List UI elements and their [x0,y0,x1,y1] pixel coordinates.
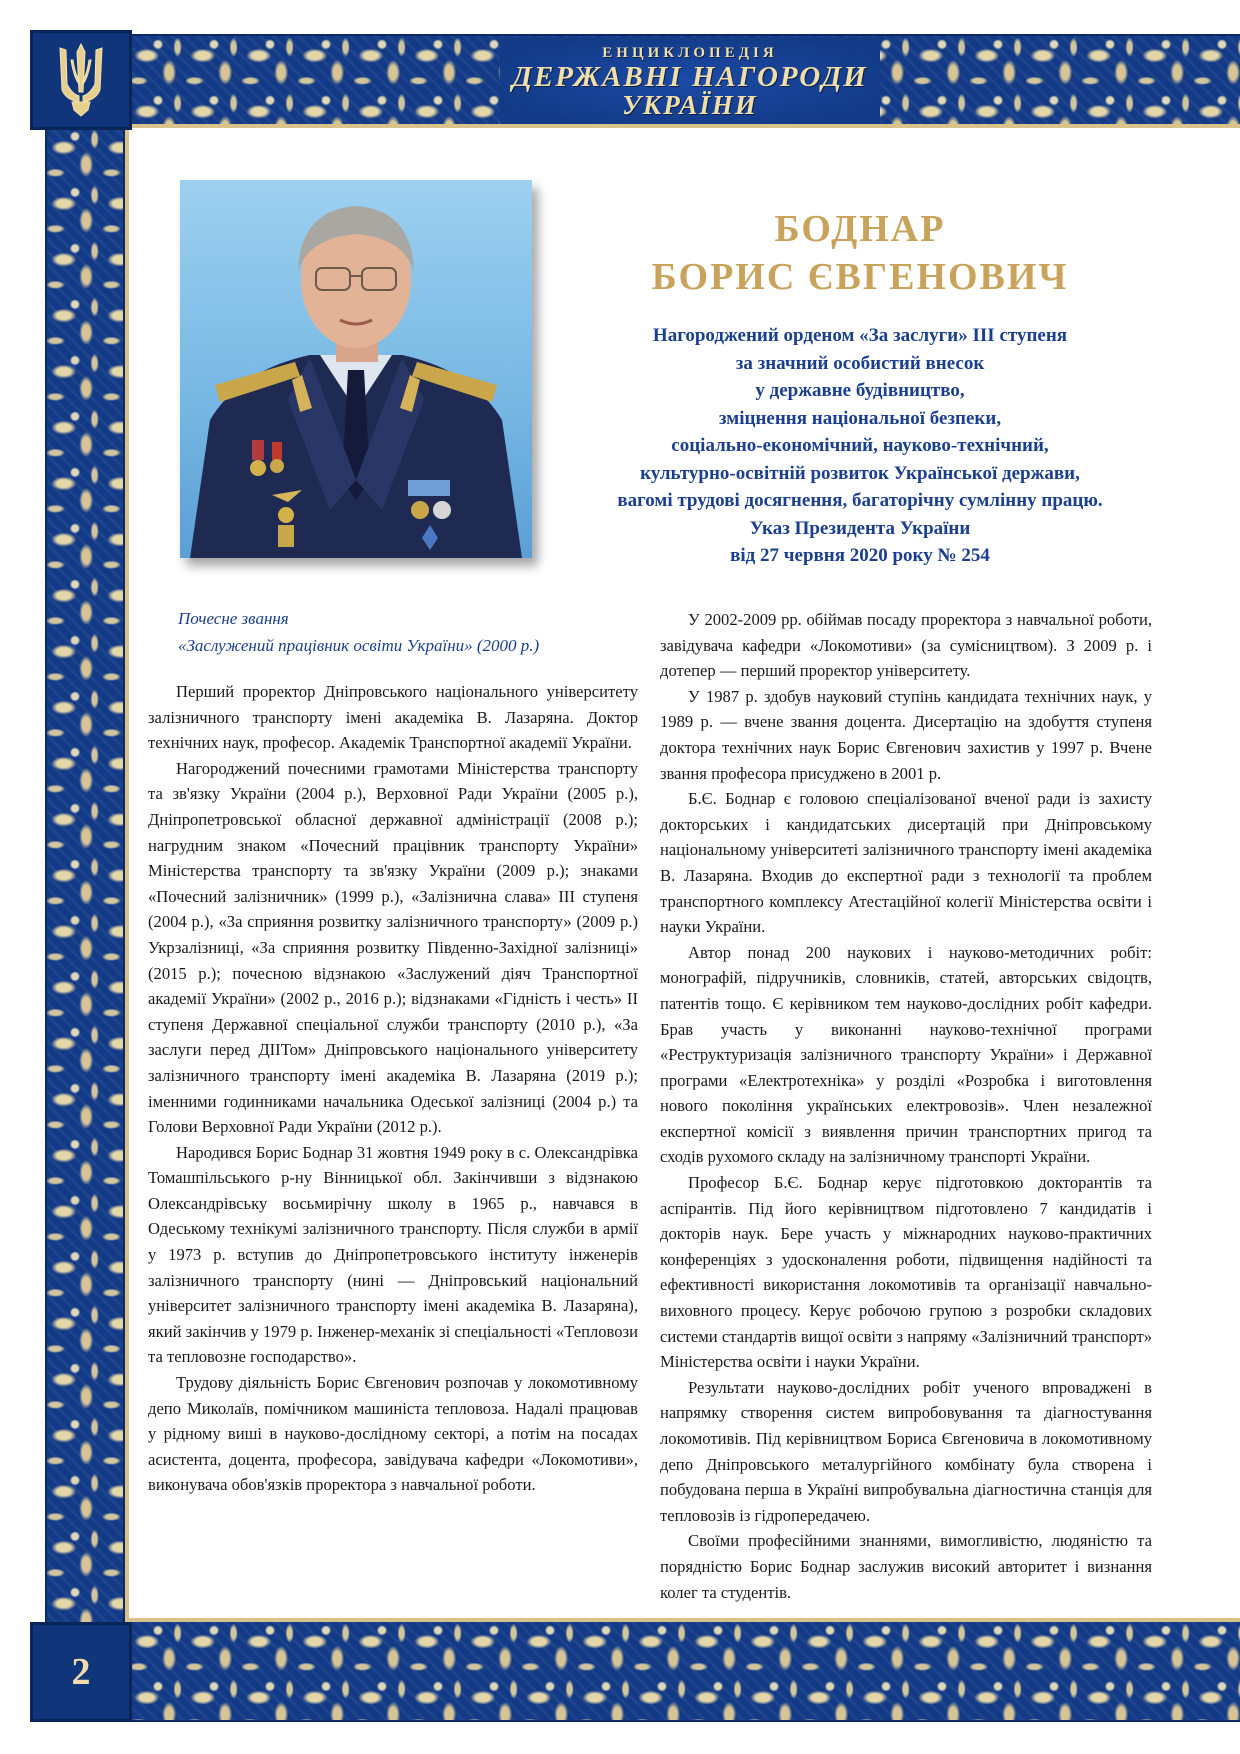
coat-of-arms-corner [30,30,132,130]
paragraph: Нагороджений почесними грамотами Міністерства транспорту та зв'язку України (2004 р.), Верховної Ради України (2005 р.), Дніпропетровської обласної державної адміністрації (2008 р.); нагрудним знаком «Почесний працівник транспорту України» Міністерства транспорту та зв'язку України (2009 р.); знаками «Почесний залізничник» (1999 р.), «Залізнична слава» ІІІ ступеня (2004 р.), «За сприяння розвитку залізничного транспорту» (2009 р.) Укрзалізниці, «За сприяння розвитку Південно-Західної залізниці» (2015 р.); почесною відзнакою «Заслужений діяч Транспортної академії України» (2002 р., 2016 р.); відзнаками «Гідність і честь» ІІ ступеня Державної спеціальної служби транспорту (2010 р.), «За заслуги перед ДІІТом» Дніпровського національного університету залізничного транспорту імені академіка В. Лазаряна (2019 р.); іменними годинниками начальника Одеської залізниці (2004 р.) та Голови Верховної Ради України (2012 р.). [148,758,638,1137]
paragraph: У 2002-2009 рр. обіймав посаду проректора з навчальної роботи, завідувача кафедри «Локомотиви» (за сумісництвом). З 2009 р. і дотепер — перший проректор університету. [660,610,1152,681]
masthead-line-3: УКРАЇНИ [622,90,758,120]
honorary-title-label: Почесне звання [178,609,289,628]
right-text-column [660,607,1152,1605]
inner-gold-rule-left [125,126,129,1624]
masthead-line-1: ЕНЦИКЛОПЕДІЯ [602,45,778,61]
paragraph: Своїми професійними знаннями, вимогливістю, людяністю та порядністю Борис Боднар заслужив високий авторитет і визнання колег та студентів. [660,1531,1152,1602]
inner-gold-rule-bottom [125,1618,1240,1622]
trident-icon [54,40,108,120]
paragraph: Автор понад 200 наукових і науково-методичних робіт: монографій, підручників, словників, статей, авторських свідоцтв, патентів тощо. Є керівником тем науково-дослідних робіт кафедри. Брав участь у виконанні науково-технічної програми «Реструктуризація залізничного транспорту України» і Державної програми «Електротехніка» у розділі «Розробка і виготовлення нового покоління українських електровозів». Член незалежної експертної комісії з виявлення причин транспортних пригод та сходів рухомого складу на залізничному транспорті України. [660,942,1152,1167]
portrait-photo [180,180,532,558]
paragraph: У 1987 р. здобув науковий ступінь кандидата технічних наук, у 1989 р. — вчене звання доцента. Дисертацію на здобуття ступеня доктора технічних наук Борис Євгенович захистив у 1997 р. Вчене звання професора присуджено в 2001 р. [660,686,1152,783]
left-ornament-border [45,126,125,1630]
award-line: у державне будівництво, [755,380,965,401]
award-line: від 27 червня 2020 року № 254 [730,545,990,566]
paragraph: Результати науково-дослідних робіт ученого впроваджені в напрямку створення систем випробовування та діагностування локомотивів. Під керівництвом Бориса Євгеновича в локомотивному депо Дніпровського металургійного комбінату була створена і побудована перша в Україні випробувальна діагностична станція для тепловозів із гідропередачею. [660,1377,1152,1525]
paragraph: Б.Є. Боднар є головою спеціалізованої вченої ради із захисту докторських і кандидатських дисертацій при Дніпровському національному університеті залізничного транспорту імені академіка В. Лазаряна. Входив до експертної ради з технології та проблем транспортного комплексу Атестаційної колегії Міністерства освіти і науки України. [660,789,1152,937]
inner-gold-rule-top [125,124,1240,128]
page-number-corner [30,1622,132,1722]
award-line: соціально-економічний, науково-технічний, [671,435,1049,456]
person-surname: БОДНАР [774,208,946,250]
person-name [580,205,1140,301]
page-number: 2 [71,1651,91,1693]
award-line: за значний особистий внесок [735,352,985,374]
paragraph: Трудову діяльність Борис Євгенович розпочав у локомотивному депо Миколаїв, помічником машиніста тепловоза. Надалі працював у рідному виші в науково-дослідному секторі, а потім на посадах асистента, доцента, професора, завідувача кафедри «Локомотиви», виконувача обов'язків проректора з навчальної роботи. [148,1373,638,1495]
portrait-illustration [180,180,532,558]
award-line: Указ Президента України [749,517,971,539]
paragraph: Перший проректор Дніпровського національного університету залізничного транспорту імені академіка В. Лазаряна. Доктор технічних наук, професор. Академік Транспортної академії України. [148,682,638,753]
left-text-column [148,679,638,1498]
award-line: культурно-освітній розвиток Української держави, [640,462,1080,484]
award-line: вагомі трудові досягнення, багаторічну сумлінну працю. [617,490,1103,511]
paragraph: Професор Б.Є. Боднар керує підготовкою докторантів та аспірантів. Під його керівництвом підготовлено 7 кандидатів і докторів наук. Бере участь у міжнародних науково-практичних конференціях з удосконалення роботи, підвищення надійності та ефективності використання локомотивів та організації навчально-виховного процесу. Керує робочою групою з розробки складових системи стандартів вищої освіти з напряму «Залізничний транспорт» Міністерства освіти і науки України. [660,1173,1152,1372]
encyclopedia-masthead [500,38,880,124]
award-line: зміцнення національної безпеки, [718,407,1002,429]
honorary-title [178,605,638,659]
bottom-ornament-border [130,1620,1240,1722]
award-statement [580,322,1140,570]
masthead-line-2: ДЕРЖАВНІ НАГОРОДИ [512,61,868,93]
paragraph: Народився Борис Боднар 31 жовтня 1949 року в с. Олександрівка Томашпільського р-ну Вінницької обл. Закінчивши з відзнакою Олександрівську восьмирічну школу в 1965 р., навчався в Одеському технікумі залізничного транспорту. Після служби в армії у 1973 р. вступив до Дніпропетровського інституту інженерів залізничного транспорту (нині — Дніпровський національний університет залізничного транспорту імені академіка В. Лазаряна), який закінчив у 1979 р. Інженер-механік зі спеціальності «Тепловози та тепловозне господарство». [148,1142,638,1367]
person-given-names: БОРИС ЄВГЕНОВИЧ [651,256,1069,298]
award-line: Нагороджений орденом «За заслуги» ІІІ ступеня [652,325,1068,346]
honorary-title-value: «Заслужений працівник освіти України» (2000 р.) [178,636,540,655]
